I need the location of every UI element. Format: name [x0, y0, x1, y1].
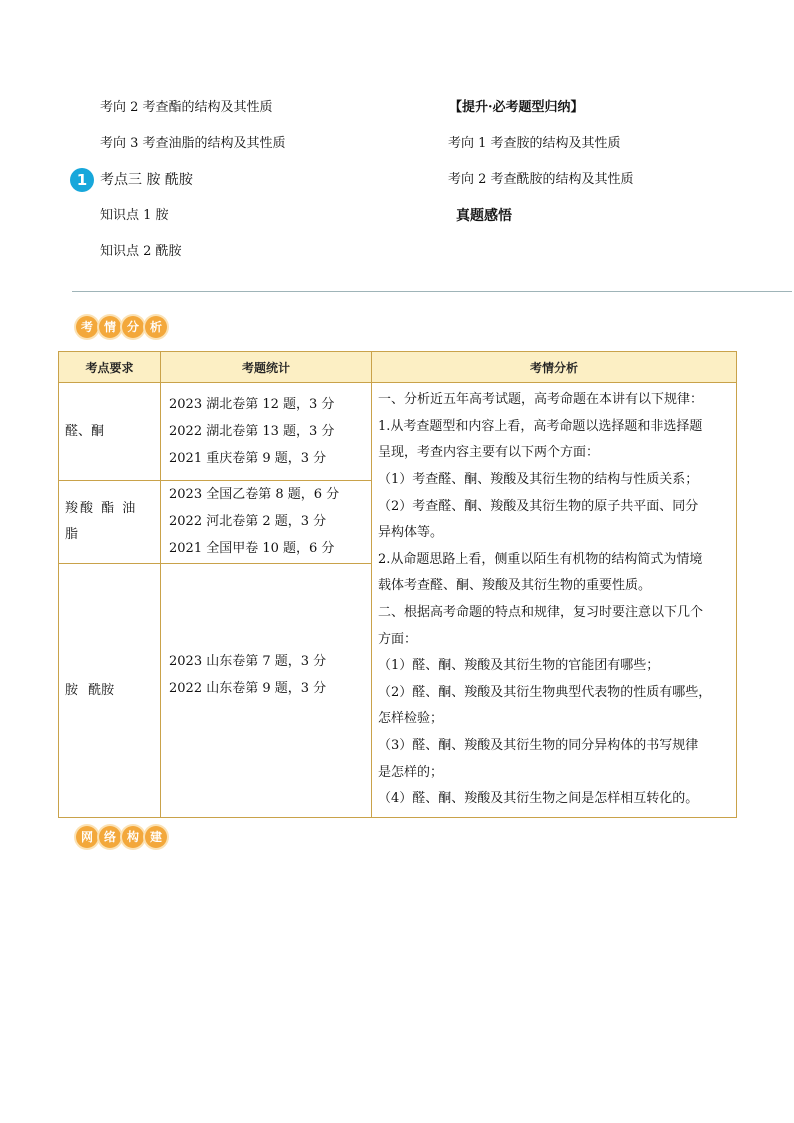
banner-char: 情	[99, 316, 121, 338]
statistics-cell	[161, 564, 372, 818]
analysis-line: 载体考查醛、酮、羧酸及其衍生物的重要性质。	[378, 578, 652, 594]
section-banner-exam-analysis	[76, 314, 167, 340]
table-row	[59, 383, 737, 481]
toc-item-real-exam[interactable]: 真题感悟	[456, 208, 512, 224]
stat-line: 2022 山东卷第 9 题，3 分	[169, 681, 327, 696]
toc-item-amine-structure[interactable]: 考向 1 考查胺的结构及其性质	[448, 136, 621, 151]
exam-analysis-table	[58, 351, 737, 818]
statistics-cell	[161, 383, 372, 481]
banner-char: 网	[76, 826, 98, 848]
requirement-cell	[59, 383, 161, 481]
toc-item-amide-structure[interactable]: 考向 2 考查酰胺的结构及其性质	[448, 172, 634, 187]
toc-badge: 1	[70, 168, 94, 192]
banner-char: 考	[76, 316, 98, 338]
stat-line: 2022 湖北卷第 13 题，3 分	[169, 424, 335, 439]
analysis-line: （4）醛、酮、羧酸及其衍生物之间是怎样相互转化的。	[378, 791, 699, 807]
header-requirement: 考点要求	[59, 352, 161, 383]
toc-item-knowledge-amide[interactable]: 知识点 2 酰胺	[100, 244, 182, 259]
stat-line: 2023 湖北卷第 12 题，3 分	[169, 397, 335, 412]
analysis-line: 1.从考查题型和内容上看，高考命题以选择题和非选择题	[378, 418, 703, 434]
stat-line: 2023 山东卷第 7 题，3 分	[169, 654, 327, 669]
requirement-cell	[59, 481, 161, 564]
stat-line: 2023 全国乙卷第 8 题，6 分	[169, 487, 340, 502]
analysis-line: 怎样检验；	[378, 711, 444, 727]
analysis-line: 一、分析近五年高考试题，高考命题在本讲有以下规律：	[378, 392, 704, 408]
analysis-line: 是怎样的；	[378, 764, 444, 780]
stat-line: 2021 重庆卷第 9 题，3 分	[169, 451, 327, 466]
header-analysis: 考情分析	[372, 352, 737, 383]
toc-item-ester[interactable]: 考向 2 考查酯的结构及其性质	[100, 100, 273, 115]
analysis-line: （2）考查醛、酮、羧酸及其衍生物的原子共平面、同分	[378, 498, 699, 514]
stat-line: 2022 河北卷第 2 题，3 分	[169, 514, 327, 529]
toc-item-summary[interactable]: 【提升·必考题型归纳】	[449, 100, 584, 115]
banner-char: 络	[99, 826, 121, 848]
toc-item-knowledge-amine[interactable]: 知识点 1 胺	[100, 208, 169, 223]
banner-char: 析	[145, 316, 167, 338]
analysis-line: 2.从命题思路上看，侧重以陌生有机物的结构简式为情境	[378, 551, 703, 567]
requirement-text: 羧酸 酯 油	[65, 501, 138, 516]
requirement-cell	[59, 564, 161, 818]
requirement-text: 胺 酰胺	[65, 682, 115, 698]
analysis-line: 二、根据高考命题的特点和规律，复习时要注意以下几个	[378, 605, 704, 620]
analysis-line: （1）醛、酮、羧酸及其衍生物的官能团有哪些；	[378, 658, 660, 674]
analysis-line: （2）醛、酮、羧酸及其衍生物典型代表物的性质有哪些，	[378, 684, 712, 700]
statistics-cell	[161, 481, 372, 564]
analysis-line: （3）醛、酮、羧酸及其衍生物的同分异构体的书写规律	[378, 737, 699, 753]
toc-item-oil[interactable]: 考向 3 考查油脂的结构及其性质	[100, 136, 286, 151]
banner-char: 构	[122, 826, 144, 848]
analysis-line: 呈现，考查内容主要有以下两个方面：	[378, 445, 600, 461]
table-header-row	[59, 352, 737, 383]
header-statistics: 考题统计	[161, 352, 372, 383]
banner-char: 分	[122, 316, 144, 338]
toc-item-amine-section[interactable]: 考点三 胺 酰胺	[100, 172, 193, 188]
section-divider	[72, 291, 792, 292]
analysis-line: 异构体等。	[378, 525, 444, 541]
analysis-cell	[372, 383, 737, 818]
banner-char: 建	[145, 826, 167, 848]
requirement-text: 醛、酮	[65, 423, 105, 439]
stat-line: 2021 全国甲卷 10 题，6 分	[169, 541, 335, 556]
analysis-line: （1）考查醛、酮、羧酸及其衍生物的结构与性质关系；	[378, 472, 699, 488]
requirement-text: 脂	[65, 527, 79, 542]
section-banner-network	[76, 824, 167, 850]
analysis-line: 方面：	[378, 631, 418, 647]
